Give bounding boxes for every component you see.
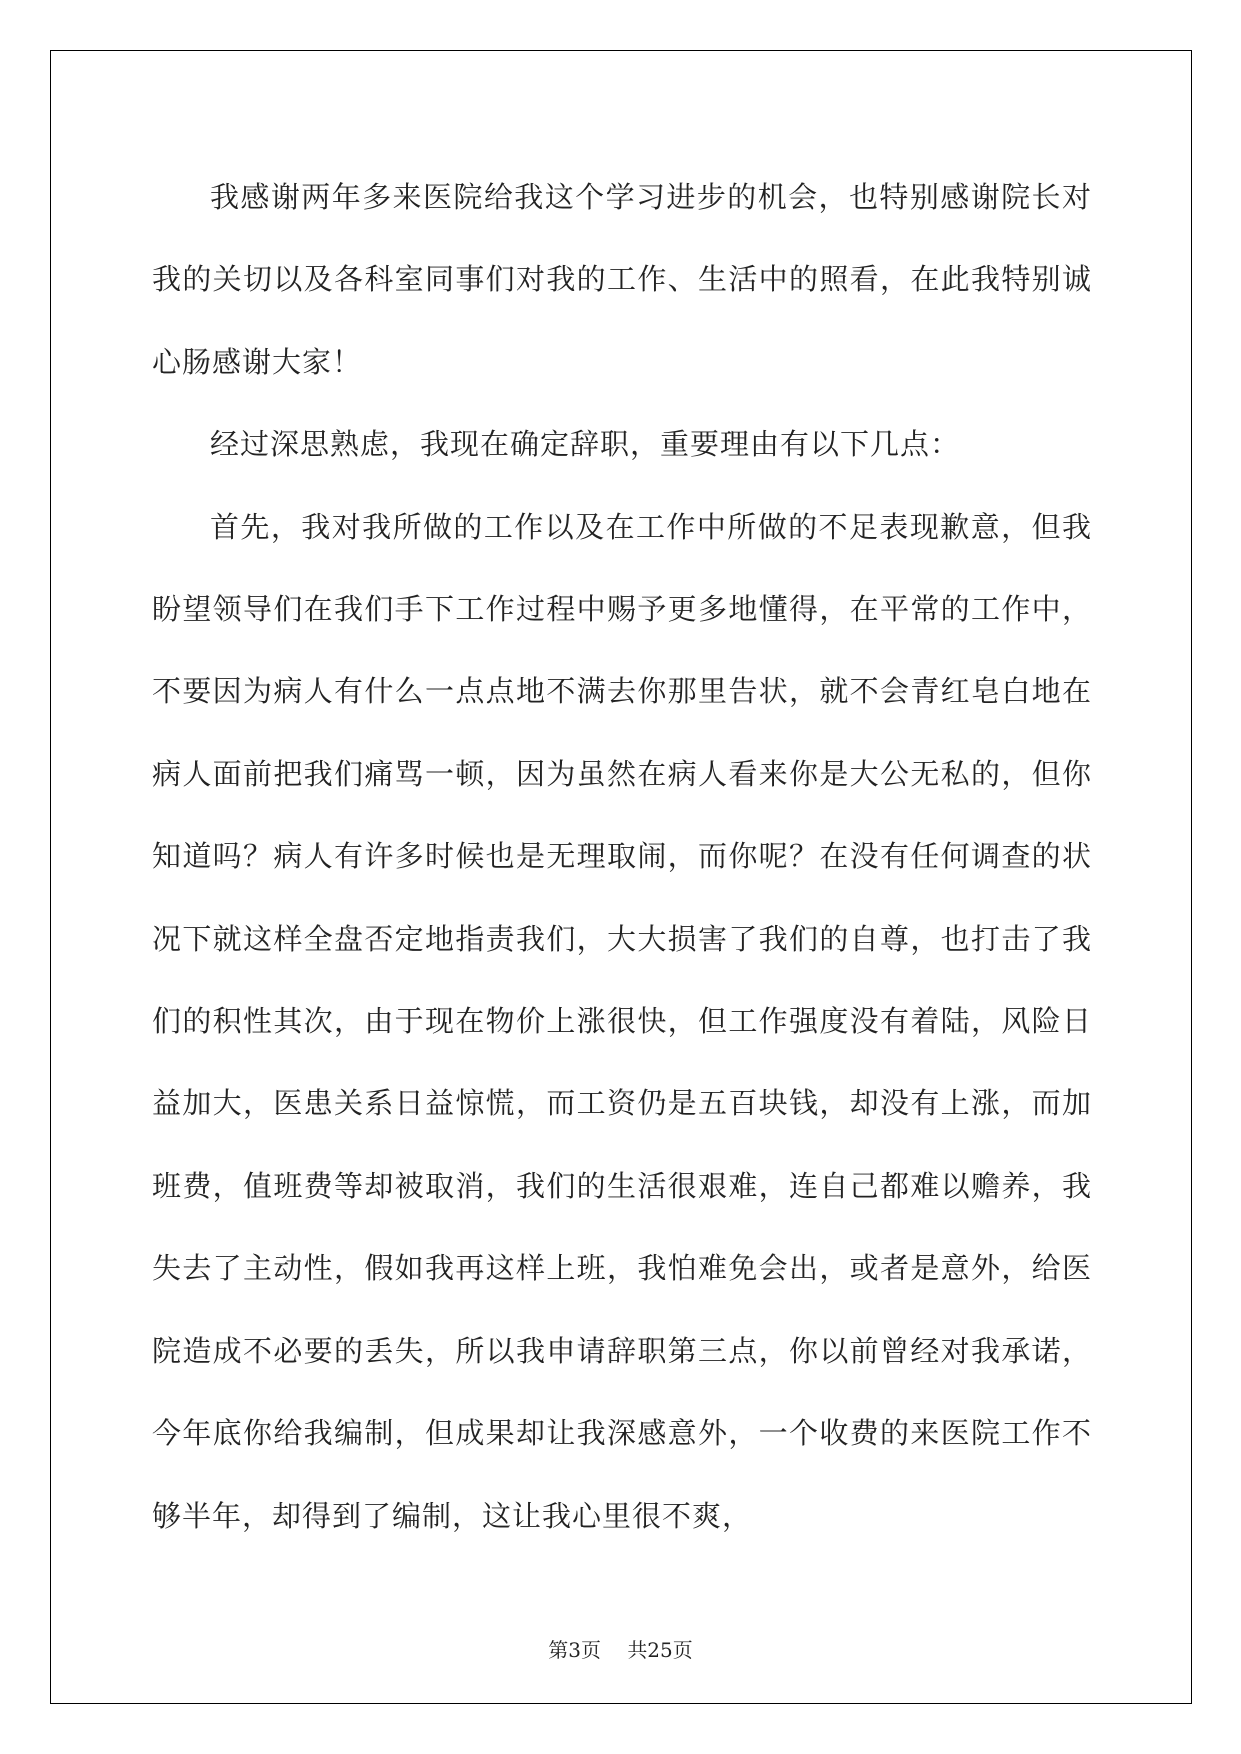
page-footer bbox=[0, 1634, 1241, 1663]
page-total: 共25页 bbox=[627, 1638, 693, 1662]
paragraph-gratitude: 我感谢两年多来医院给我这个学习进步的机会，也特别感谢院长对我的关切以及各科室同事们对我的工作、生活中的照看，在此我特别诚心肠感谢大家！ bbox=[152, 180, 1092, 379]
page-number: 第3页 bbox=[548, 1638, 601, 1662]
paragraph-decision: 经过深思熟虑，我现在确定辞职，重要理由有以下几点： bbox=[210, 427, 961, 462]
paragraph-reasons: 首先，我对我所做的工作以及在工作中所做的不足表现歉意，但我盼望领导们在我们手下工作过程中赐予更多地懂得，在平常的工作中，不要因为病人有什么一点点地不满去你那里告状，就不会青红皂白地在病人面前把我们痛骂一顿，因为虽然在病人看来你是大公无私的，但你知道吗？病人有许多时候也是无理取闹，而你呢？在没有任何调查的状况下就这样全盘否定地指责我们，大大损害了我们的自尊，也打击了我们的积性其次，由于现在物价上涨很快，但工作强度没有着陆，风险日益加大，医患关系日益惊慌，而工资仍是五百块钱，却没有上涨，而加班费，值班费等却被取消，我们的生活很艰难，连自己都难以赡养，我失去了主动性，假如我再这样上班，我怕难免会出，或者是意外，给医院造成不必要的丢失，所以我申请辞职第三点，你以前曾经对我承诺，今年底你给我编制，但成果却让我深感意外，一个收费的来医院工作不够半年，却得到了编制，这让我心里很不爽， bbox=[152, 509, 1092, 1533]
document-body bbox=[152, 156, 1092, 1557]
